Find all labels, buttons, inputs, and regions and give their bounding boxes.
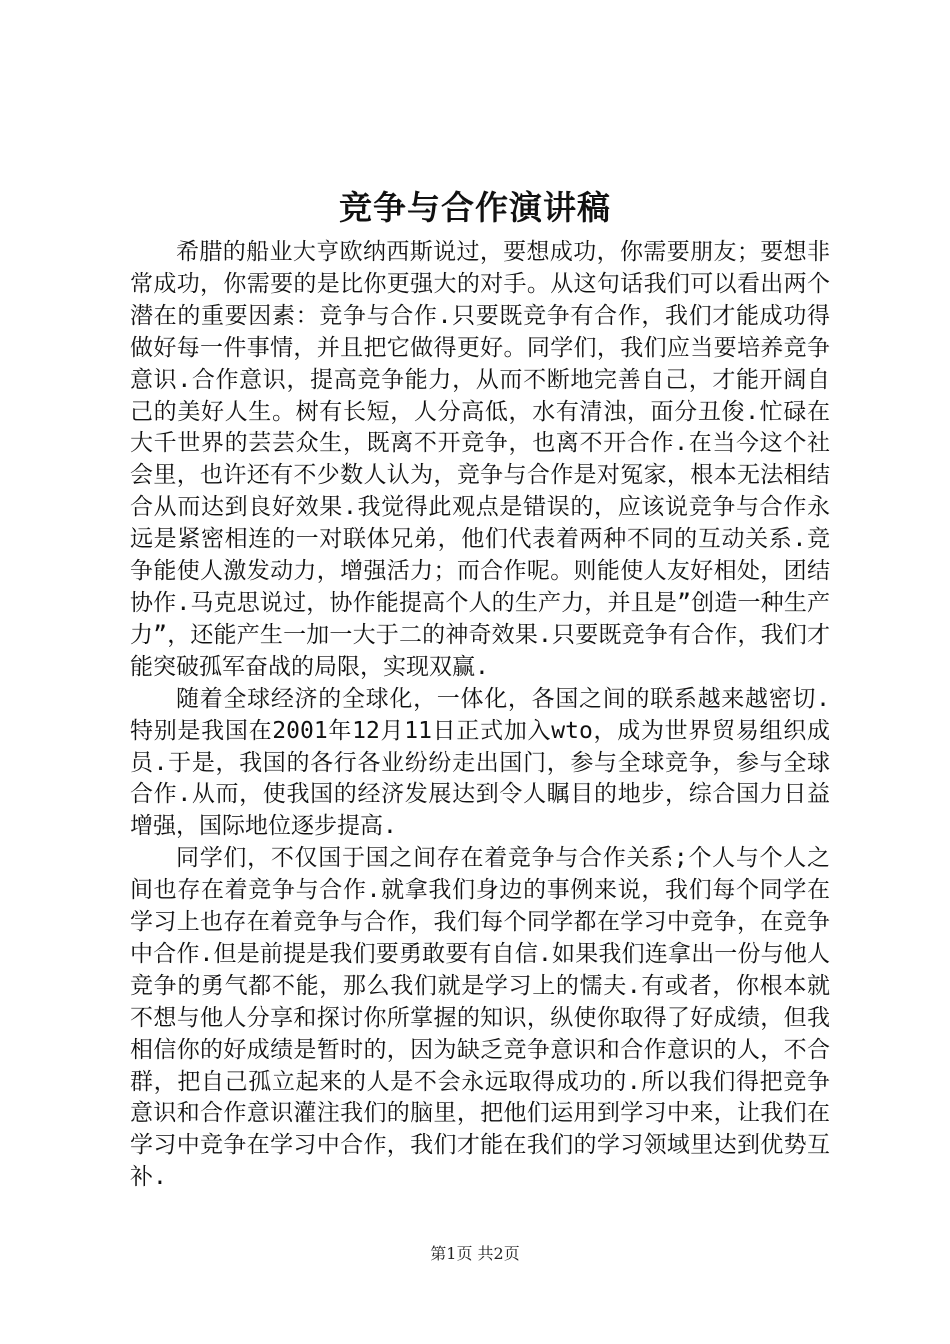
paragraph-1: 希腊的船业大亨欧纳西斯说过，要想成功，你需要朋友；要想非常成功，你需要的是比你更强大的对手。从这句话我们可以看出两个潜在的重要因素：竞争与合作.只要既竞争有合作，我们才能成功得做好每一件事情，并且把它做得更好。同学们，我们应当要培养竞争意识.合作意识，提高竞争能力，从而不断地完善自己，才能开阔自己的美好人生。树有长短，人分高低，水有清浊，面分丑俊.忙碌在大千世界的芸芸众生，既离不开竞争，也离不开合作.在当今这个社会里，也许还有不少数人认为，竞争与合作是对冤家，根本无法相结合从而达到良好效果.我觉得此观点是错误的，应该说竞争与合作永远是紧密相连的一对联体兄弟，他们代表着两种不同的互动关系.竞争能使人激发动力，增强活力；而合作呢。则能使人友好相处，团结协作.马克思说过，协作能提高个人的生产力，并且是”创造一种生产力”，还能产生一加一大于二的神奇效果.只要既竞争有合作，我们才能突破孤军奋战的局限，实现双赢. — [130, 239, 830, 680]
paragraph-3: 同学们，不仅国于国之间存在着竞争与合作关系;个人与个人之间也存在着竞争与合作.就拿我们身边的事例来说，我们每个同学在学习上也存在着竞争与合作，我们每个同学都在学习中竞争，在竞争中合作.但是前提是我们要勇敢要有自信.如果我们连拿出一份与他人竞争的勇气都不能，那么我们就是学习上的懦夫.有或者，你根本就不想与他人分享和探讨你所掌握的知识，纵使你取得了好成绩，但我相信你的好成绩是暂时的，因为缺乏竞争意识和合作意识的人，不合群，把自己孤立起来的人是不会永远取得成功的.所以我们得把竞争意识和合作意识灌注我们的脑里，把他们运用到学习中来，让我们在学习中竞争在学习中合作，我们才能在我们的学习领域里达到优势互补. — [130, 845, 830, 1191]
document-body — [130, 237, 830, 1194]
page-number-footer: 第1页 共2页 — [430, 1244, 520, 1263]
document-title: 竞争与合作演讲稿 — [339, 188, 611, 227]
paragraph-2: 随着全球经济的全球化，一体化，各国之间的联系越来越密切.特别是我国在2001年12月11日正式加入wto，成为世界贸易组织成员.于是，我国的各行各业纷纷走出国门，参与全球竞争，参与全球合作.从而，使我国的经济发展达到令人瞩目的地步，综合国力日益增强，国际地位逐步提高. — [130, 685, 830, 840]
